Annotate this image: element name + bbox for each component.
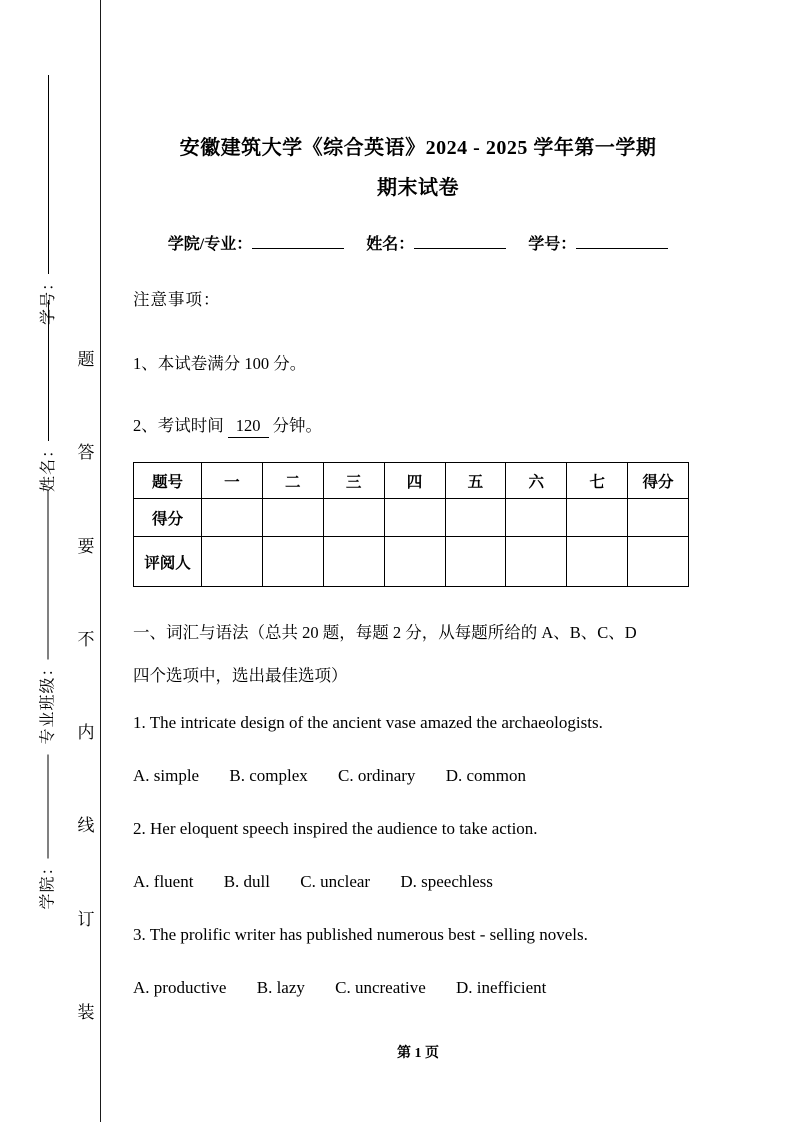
question-3-options [133,976,703,1000]
score-table-score-row [134,499,689,537]
score-table-header-cell: 二 [262,463,323,499]
reviewer-cell [262,537,323,587]
question-2-stem: 2. Her eloquent speech inspired the audience to take action. [133,819,538,838]
option-d: D. inefficient [456,978,547,997]
option-a: A. productive [133,978,227,997]
exam-title [133,128,703,208]
score-cell [323,499,384,537]
score-table-header-cell: 三 [323,463,384,499]
reviewer-cell [628,537,689,587]
score-table-header-cell: 题号 [134,463,202,499]
score-table-header-cell: 一 [202,463,263,499]
exam-content [133,0,703,1000]
score-cell [506,499,567,537]
score-cell [628,499,689,537]
info-label: 姓名： [366,236,415,253]
binding-char: 内 [77,723,95,743]
option-c: C. ordinary [338,766,416,785]
binding-separator-line [100,0,101,1122]
fill-blank-line [47,755,48,859]
binding-char: 装 [77,1002,95,1022]
score-table-header-row [134,463,689,499]
question-1-options [133,764,703,788]
binding-char: 要 [77,536,95,556]
fill-blank-line [48,75,49,274]
binding-char: 题 [77,350,95,369]
score-table [133,462,689,587]
question-2-options [133,870,703,894]
option-a: A. simple [133,766,200,785]
score-row-label: 得分 [134,499,202,537]
student-info-line [133,234,703,256]
margin-field-label: 姓名： [39,440,57,492]
margin-field-label: 学号： [39,273,57,325]
question-1-stem: 1. The intricate design of the ancient vase amazed the archaeologists. [133,713,603,732]
reviewer-row-label: 评阅人 [134,537,202,587]
score-table-header-cell: 六 [506,463,567,499]
option-b: B. complex [229,766,308,785]
page-number: 第 1 页 [397,1046,439,1061]
margin-field-label: 学院： [39,858,56,910]
score-table-header-cell: 四 [384,463,445,499]
margin-field-major-class [35,490,57,745]
option-c: C. unclear [300,872,371,891]
note-item-1: 1、本试卷满分 100 分。 [133,354,307,373]
info-label: 学院/专业： [167,236,253,253]
option-d: D. speechless [400,872,493,891]
score-cell [384,499,445,537]
question-3-stem: 3. The prolific writer has published numerous best - selling novels. [133,925,588,944]
margin-field-college [35,755,57,910]
reviewer-cell [202,537,263,587]
binding-text-column [74,345,98,1023]
score-table-reviewer-row [134,537,689,587]
option-b: B. lazy [256,978,305,997]
binding-char: 订 [77,909,95,929]
fill-blank-line [48,300,49,441]
score-cell [202,499,263,537]
section1-heading-line2: 四个选项中，选出最佳选项） [133,666,348,685]
note-item-2-suffix: 分钟。 [272,416,322,435]
note-item-2-prefix: 2、考试时间 [133,416,224,435]
fill-blank-line [252,235,344,249]
exam-duration-value: 120 [228,415,269,438]
score-cell [567,499,628,537]
reviewer-cell [384,537,445,587]
margin-field-student-id [35,75,57,325]
info-group-student-id [528,236,668,253]
score-table-header-cell: 得分 [628,463,689,499]
reviewer-cell [567,537,628,587]
option-d: D. common [445,766,526,785]
info-group-name [366,236,510,253]
margin-field-label: 专业班级： [39,659,56,745]
fill-blank-line [47,490,48,660]
info-group-college-major [168,236,348,253]
score-table-header-cell: 五 [445,463,506,499]
margin-field-name [35,300,57,492]
note-item-2 [133,415,703,438]
binding-char: 线 [77,816,95,836]
fill-blank-line [576,235,668,249]
exam-title-line2: 期末试卷 [377,177,459,199]
info-label: 学号： [528,236,577,253]
score-table-header-cell: 七 [567,463,628,499]
section1-heading [133,611,703,697]
option-b: B. dull [223,872,270,891]
score-cell [445,499,506,537]
reviewer-cell [506,537,567,587]
option-a: A. fluent [133,872,194,891]
section1-heading-line1: 一、词汇与语法（总共 20 题，每题 2 分，从每题所给的 A、B、C、D [133,623,637,642]
exam-title-line1: 安徽建筑大学《综合英语》2024 - 2025 学年第一学期 [179,137,657,159]
fill-blank-line [414,235,506,249]
score-cell [262,499,323,537]
reviewer-cell [445,537,506,587]
binding-char: 不 [77,629,95,649]
reviewer-cell [323,537,384,587]
notes-heading: 注意事项： [133,290,221,309]
binding-char: 答 [77,443,95,463]
option-c: C. uncreative [335,978,426,997]
